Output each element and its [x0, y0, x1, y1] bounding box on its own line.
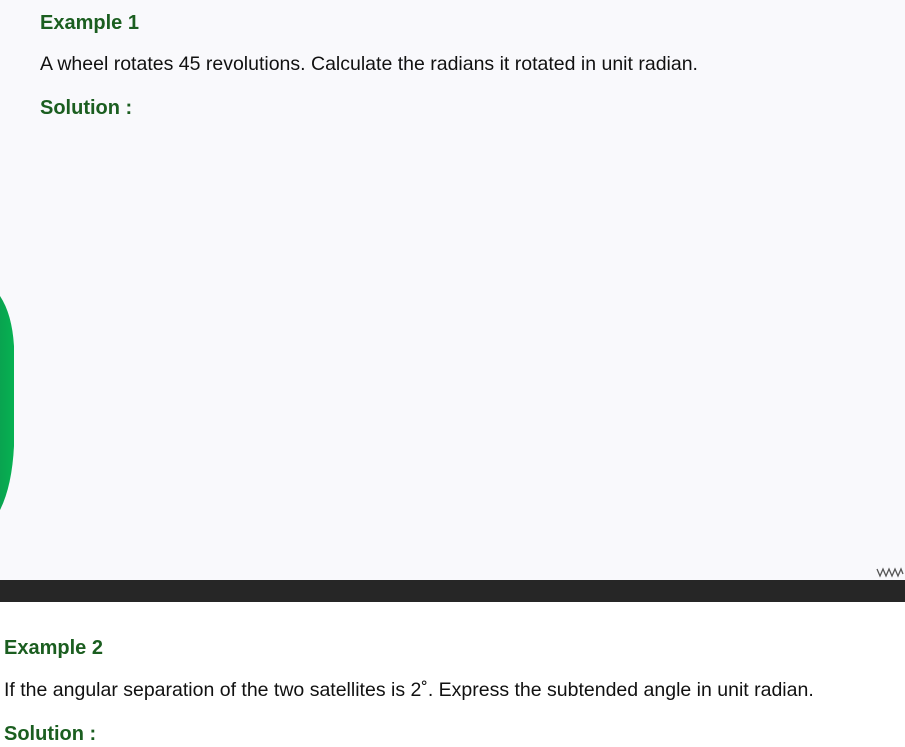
- example-1-question: A wheel rotates 45 revolutions. Calculate the radians it rotated in unit radian.: [40, 53, 698, 75]
- watermark-icon: [876, 566, 904, 578]
- green-accent-shape: [0, 296, 16, 510]
- example-1-title: Example 1: [40, 12, 139, 34]
- slide-divider: [0, 580, 905, 602]
- example-2-question: If the angular separation of the two satellites is 2˚. Express the subtended angle in unit radian.: [4, 679, 814, 701]
- example-2-title: Example 2: [4, 637, 103, 659]
- example-2-slide: [0, 602, 905, 747]
- example-2-solution-label: Solution :: [4, 723, 97, 745]
- example-1-solution-label: Solution :: [40, 97, 133, 119]
